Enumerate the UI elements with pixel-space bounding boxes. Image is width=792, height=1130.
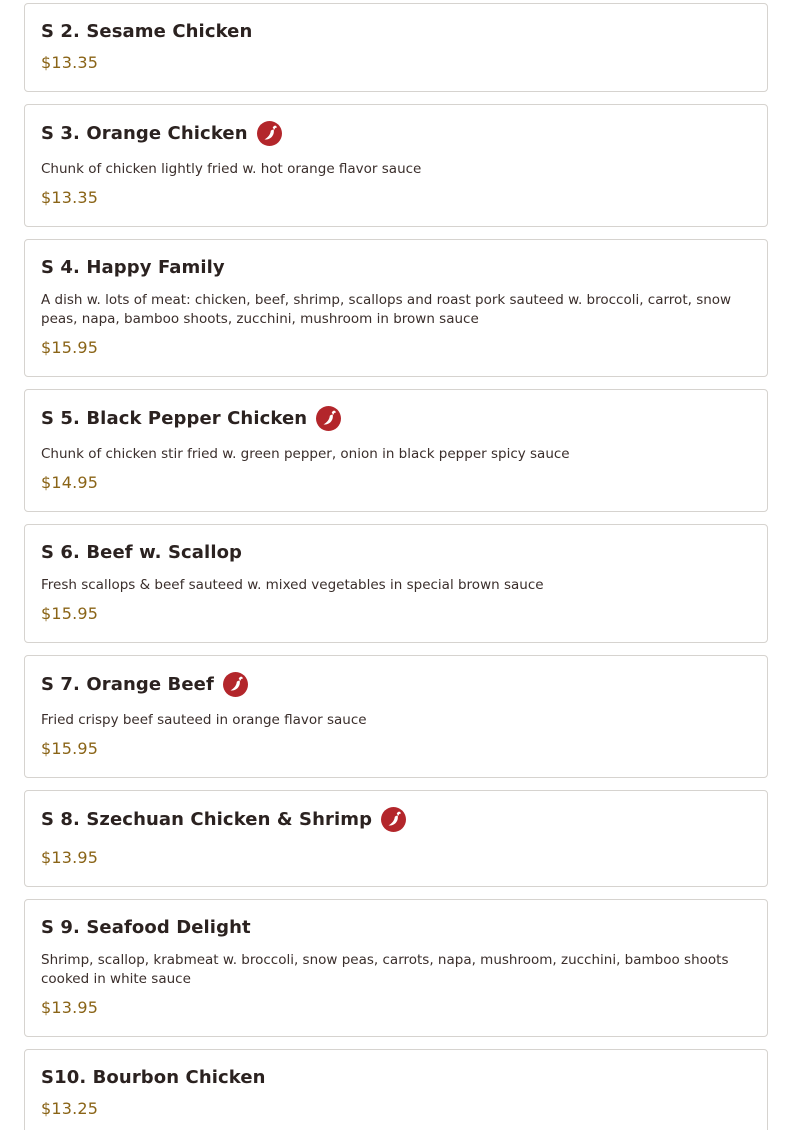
menu-item-title-row [41,404,751,433]
menu-item-description: Fresh scallops & beef sauteed w. mixed vegetables in special brown sauce [41,577,544,593]
chili-pepper-icon [257,121,282,146]
menu-item-name: S 4. Happy Family [41,256,225,278]
menu-item-price: $14.95 [41,473,99,492]
menu-item-name: S 5. Black Pepper Chicken [41,408,308,429]
menu-item-name: S10. Bourbon Chicken [41,1066,266,1088]
menu-item-title-row [41,539,751,565]
menu-item-title-row [41,18,751,44]
menu-item-card[interactable] [24,389,768,512]
menu-item-title-row [41,805,751,834]
menu-item-card[interactable] [24,790,768,887]
menu-item-card[interactable] [24,524,768,643]
menu-item-description: Fried crispy beef sauteed in orange flavor sauce [41,712,367,728]
menu-item-name: S 8. Szechuan Chicken & Shrimp [41,809,373,830]
menu-item-price: $13.95 [41,848,99,867]
menu-item-card[interactable] [24,3,768,92]
menu-item-name: S 7. Orange Beef [41,674,214,695]
menu-item-description: Shrimp, scallop, krabmeat w. broccoli, snow peas, carrots, napa, mushroom, zucchini, bamboo shoots cooked in white sauce [41,952,729,987]
menu-item-title-row [41,1064,751,1090]
menu-item-card[interactable] [24,1049,768,1130]
menu-item-name: S 2. Sesame Chicken [41,20,253,42]
menu-item-price: $13.35 [41,188,99,207]
menu-item-price: $13.95 [41,998,99,1017]
chili-pepper-icon [316,406,341,431]
menu-item-price: $15.95 [41,338,99,357]
chili-pepper-icon [223,672,248,697]
chili-pepper-icon [381,807,406,832]
menu-item-card[interactable] [24,655,768,778]
menu-item-price: $13.25 [41,1099,99,1118]
menu-item-title-row [41,914,751,940]
menu-item-title-row [41,670,751,699]
menu-item-card[interactable] [24,104,768,227]
menu-item-name: S 3. Orange Chicken [41,123,248,144]
menu-item-price: $13.35 [41,53,99,72]
menu-item-description: A dish w. lots of meat: chicken, beef, shrimp, scallops and roast pork sauteed w. broccoli, carrot, snow peas, napa, bamboo shoots, zucchini, mushroom in brown sauce [41,292,732,327]
menu-item-price: $15.95 [41,739,99,758]
menu-item-price: $15.95 [41,604,99,623]
menu-item-name: S 6. Beef w. Scallop [41,541,243,563]
menu-item-description: Chunk of chicken lightly fried w. hot orange flavor sauce [41,161,422,177]
menu-item-name: S 9. Seafood Delight [41,916,251,938]
menu-item-card[interactable] [24,899,768,1037]
menu-item-title-row [41,119,751,148]
menu-item-description: Chunk of chicken stir fried w. green pepper, onion in black pepper spicy sauce [41,446,570,462]
menu-item-card[interactable] [24,239,768,377]
menu-item-title-row [41,254,751,280]
